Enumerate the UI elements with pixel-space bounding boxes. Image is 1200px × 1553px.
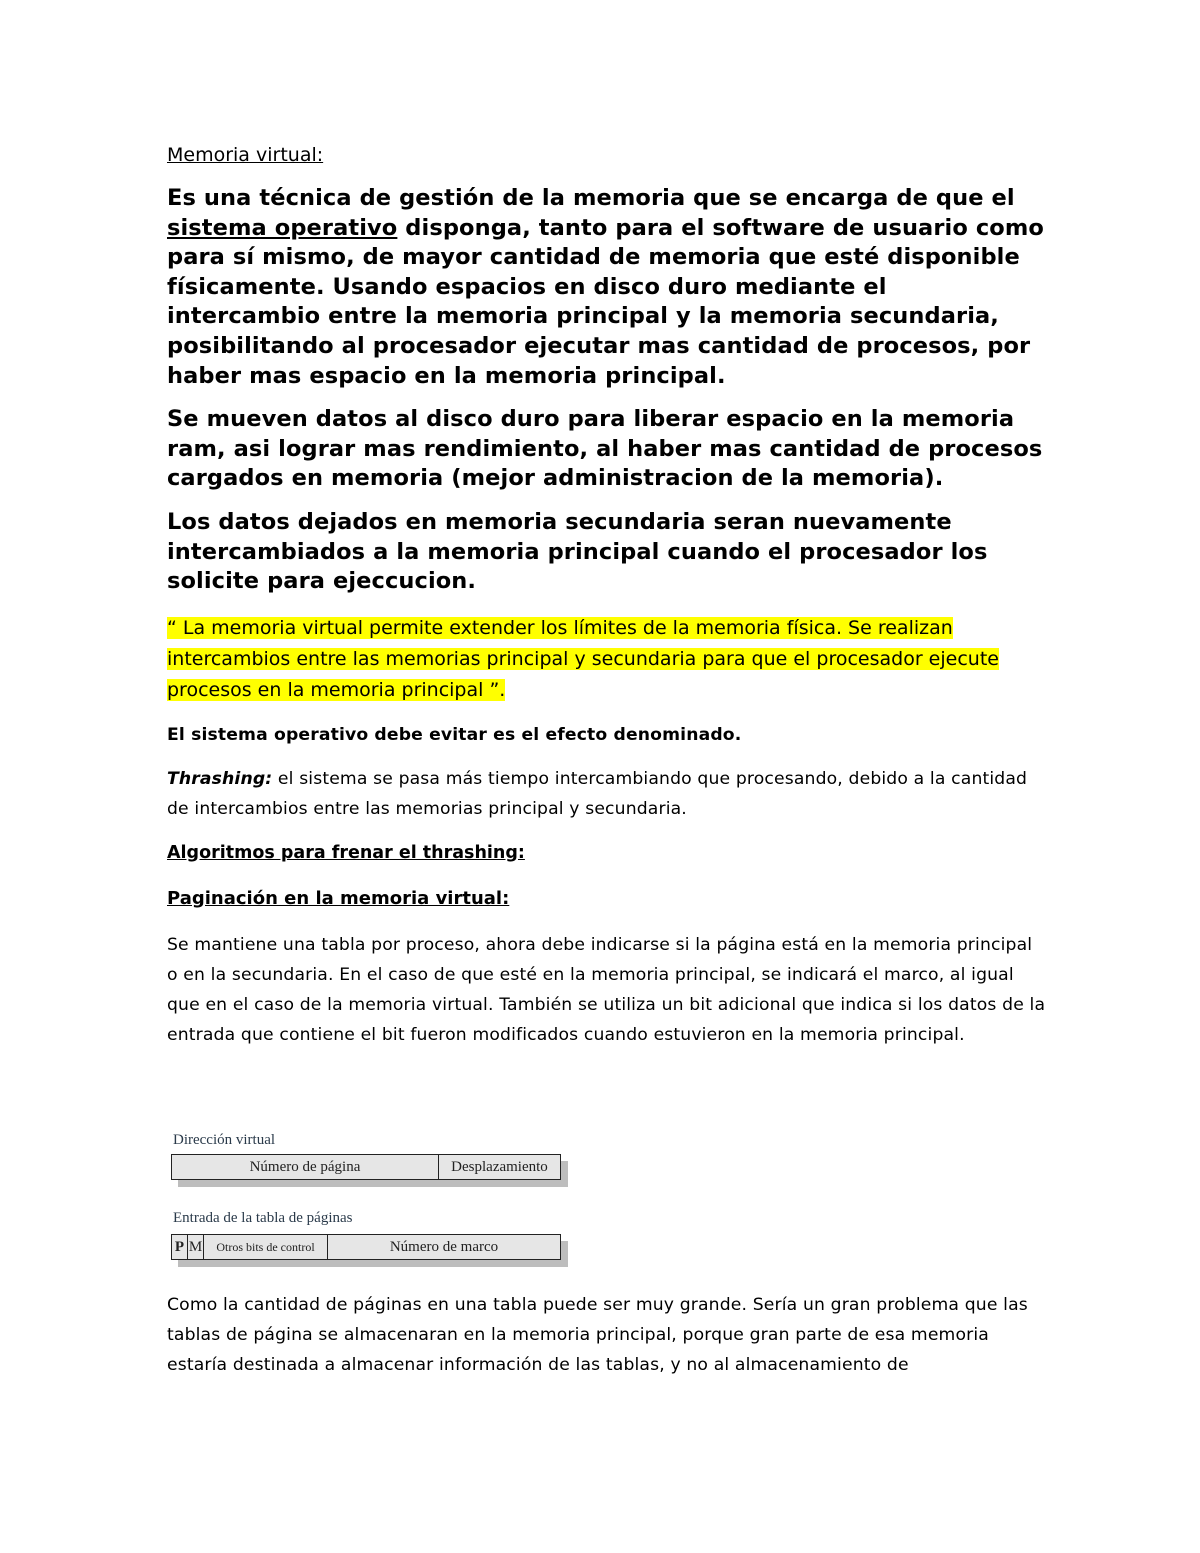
- page-table-figure: [171, 1130, 571, 1280]
- thrashing-term: Thrashing:: [167, 768, 273, 789]
- frame-number-cell: Número de marco: [389, 1238, 499, 1255]
- paragraph-swap: Los datos dejados en memoria secundaria seran nuevamente intercambiados a la memoria principal cuando el procesador los solicite para ejeccucion.: [167, 508, 988, 595]
- closing-paragraph: Como la cantidad de páginas en una tabla puede ser muy grande. Sería un gran problema que las tablas de página se almacenaran en la memoria principal, porque gran parte de esa memoria estaría destinada a almacenar información de las tablas, y no al almacenamiento de: [167, 1295, 1028, 1375]
- effect-line: El sistema operativo debe evitar es el efecto denominado.: [167, 724, 742, 745]
- paging-heading: Paginación en la memoria virtual:: [167, 887, 510, 909]
- document-page: [167, 140, 1047, 1050]
- modified-bit-cell: M: [188, 1235, 204, 1259]
- highlighted-quote: [167, 613, 1047, 706]
- control-bits-cell: Otros bits de control: [204, 1235, 328, 1259]
- paragraph-definition: [167, 184, 1047, 391]
- algorithms-heading: Algoritmos para frenar el thrashing:: [167, 842, 525, 863]
- paging-paragraph: Se mantiene una tabla por proceso, ahora debe indicarse si la página está en la memoria principal o en la secundaria. En el caso de que esté en la memoria principal, se indicará el marco, al igual que en el caso de la memoria virtual. También se utiliza un bit adicional que indica si los datos de la entrada que contiene el bit fueron modificados cuando estuvieron en la memoria principal.: [167, 934, 1046, 1045]
- thrashing-text: el sistema se pasa más tiempo intercambiando que procesando, debido a la cantidad de intercambios entre las memorias principal y secundaria.: [167, 768, 1028, 819]
- paragraph-definition-end: disponga, tanto para el software de usuario como para sí mismo, de mayor cantidad de memoria que esté disponible físicamente. Usando espacios en disco duro mediante el intercambio entre la memoria principal y la memoria secundaria, posibilitando al procesador ejecutar mas cantidad de procesos, por haber mas espacio en la memoria principal.: [167, 214, 1044, 389]
- present-bit-cell: P: [172, 1235, 188, 1259]
- sistema-operativo-link[interactable]: sistema operativo: [167, 214, 398, 241]
- virtual-address-label: Dirección virtual: [173, 1132, 276, 1148]
- highlighted-quote-text: “ La memoria virtual permite extender los límites de la memoria física. Se realizan intercambios entre las memorias principal y secundaria para que el procesador ejecute procesos en la memoria principal ”.: [167, 616, 999, 701]
- virtual-address-row: [171, 1154, 561, 1180]
- paragraph-definition-start: Es una técnica de gestión de la memoria que se encarga de que el: [167, 185, 1015, 211]
- thrashing-definition: [167, 764, 1047, 824]
- paragraph-disk: Se mueven datos al disco duro para liberar espacio en la memoria ram, asi lograr mas rendimiento, al haber mas cantidad de procesos cargados en memoria (mejor administracion de la memoria).: [167, 406, 1043, 492]
- page-title: Memoria virtual:: [167, 144, 324, 166]
- page-table-entry-row: [171, 1234, 561, 1260]
- page-number-cell: Número de página: [172, 1155, 439, 1179]
- offset-cell: Desplazamiento: [451, 1158, 548, 1175]
- page-table-entry-label: Entrada de la tabla de páginas: [173, 1210, 353, 1226]
